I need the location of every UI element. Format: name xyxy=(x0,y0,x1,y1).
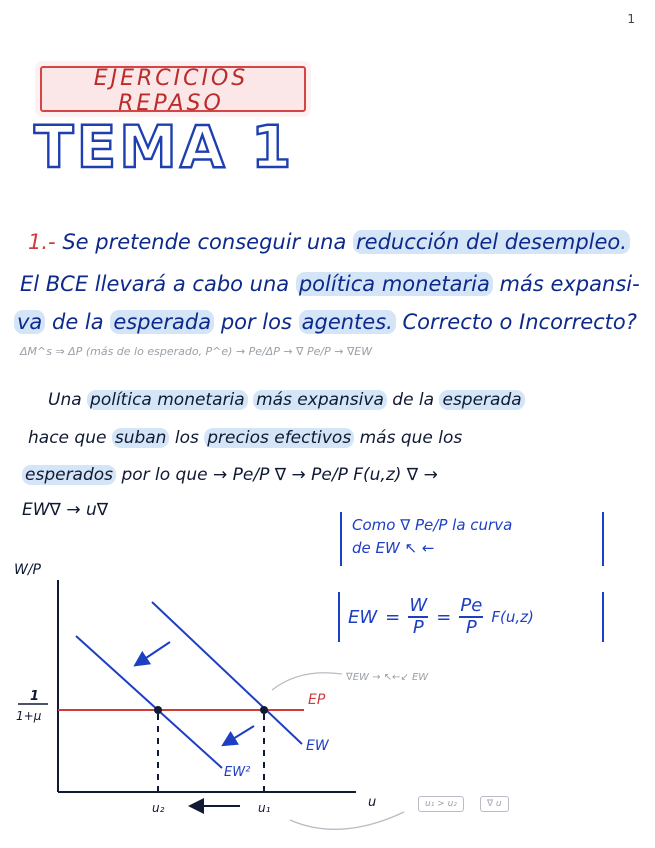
answer-line-2: hace que suban los precios efectivos más que los xyxy=(28,428,463,448)
question-line-1: 1.- Se pretende conseguir una reducción del desempleo. xyxy=(28,230,630,254)
gray-note: ∇EW → ↖←↙ EW xyxy=(346,672,429,683)
u-decrease-box: ∇ u xyxy=(480,796,509,812)
gray-curve-arrow-top xyxy=(272,673,342,690)
equilibrium-point-u2 xyxy=(154,706,162,714)
shift-arrow-lower xyxy=(228,726,254,742)
u1-label: u₁ xyxy=(258,801,271,815)
highlight-politica: política monetaria xyxy=(296,272,493,296)
markup-denominator: 1+μ xyxy=(16,709,42,723)
ew-curve xyxy=(152,602,302,744)
ew-label: EW xyxy=(306,738,329,754)
shift-arrow-upper xyxy=(140,642,170,662)
y-axis-label: W/P xyxy=(14,562,42,578)
u2-label: u₂ xyxy=(152,801,165,815)
answer-line-1: Una política monetaria más expansiva de la esperada xyxy=(48,390,525,410)
x-axis-label: u xyxy=(368,795,377,810)
question-line-2: El BCE llevará a cabo una política monetaria más expansi- xyxy=(20,272,640,296)
u1-greater-u2-box: u₁ > u₂ xyxy=(418,796,464,812)
answer-line-4: EW∇ → u∇ xyxy=(22,500,109,520)
question-number: 1.- xyxy=(28,230,56,254)
ep-label: EP xyxy=(308,692,326,708)
ew2-label: EW² xyxy=(224,765,251,780)
title-box-text: EJERCICIOS REPASO xyxy=(93,66,249,116)
topic-heading: TEMA 1 xyxy=(34,113,295,181)
gray-curve-arrow-bottom xyxy=(290,812,404,829)
highlight-reduccion: reducción del desempleo. xyxy=(353,230,630,254)
note-box: Como ∇ Pe/P la curva de EW ↖ ← xyxy=(340,512,604,566)
labour-market-graph xyxy=(0,550,655,848)
equation-box: EW = W P = Pe P F(u,z) xyxy=(338,592,604,642)
equilibrium-point-u1 xyxy=(260,706,268,714)
answer-line-3: esperados por lo que → Pe/P ∇ → Pe/P F(u,z) ∇ → xyxy=(22,465,438,485)
question-line-3: va de la esperada por los agentes. Correcto o Incorrecto? xyxy=(14,310,637,334)
markup-numerator: 1 xyxy=(30,689,40,704)
page-number: 1 xyxy=(627,12,635,26)
side-note: ΔM^s ⇒ ΔP (más de lo esperado, P^e) → Pe/ΔP → ∇ Pe/P → ∇EW xyxy=(20,345,373,358)
